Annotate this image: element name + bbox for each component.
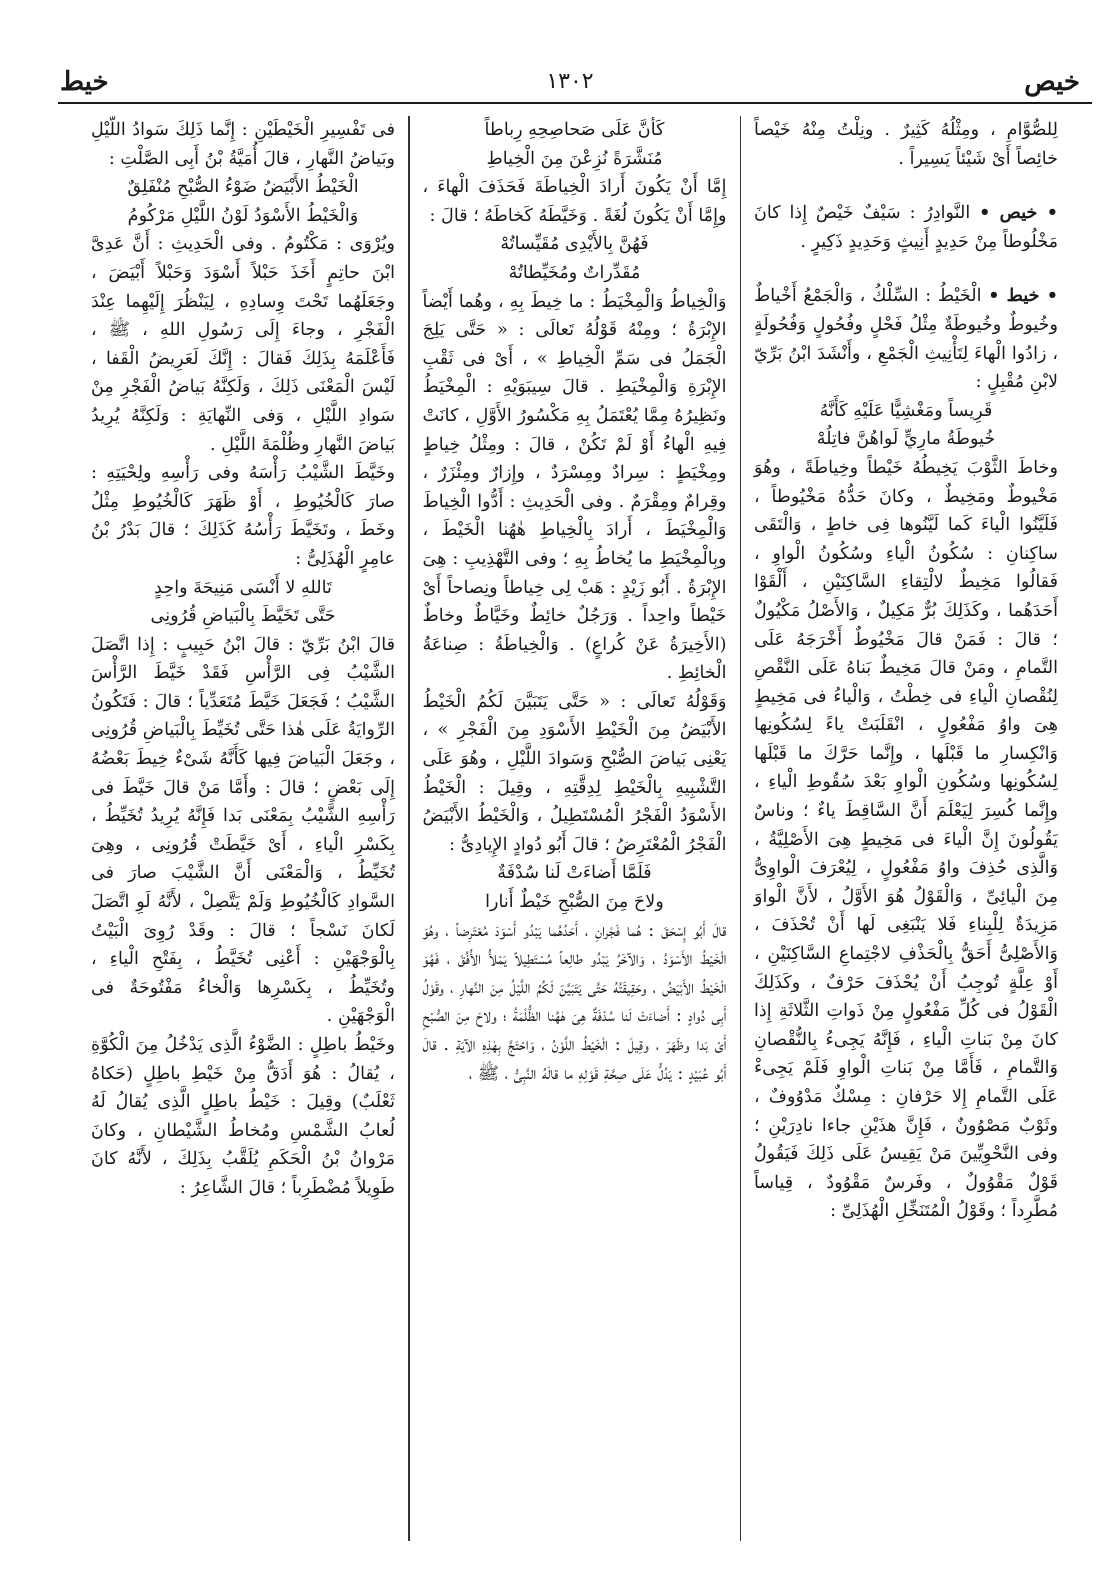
paragraph: وخَيَّطَ الشَّيْبُ رَأْسَهُ وفى رَأْسِهِ ولِحْيَتِهِ : صارَ كَالْخُيُوطِ ، أَوْ ظَهَرَ كَالْخُيُوطِ مِثْلُ وخَطَ ، وتَخَيَّطَ رَأْسُهُ كَذَلِكَ ؛ قالَ بَدْرُ بْنُ عامِرٍ الْهُذَلِىُّ : — [91, 463, 395, 569]
column-middle — [415, 116, 735, 1541]
entry-headword: • خيط • — [988, 285, 1059, 307]
paragraph: وَقَوْلُهُ تَعالَى : « حَتَّى يَتَبَيَّنَ لَكُمُ الْخَيْطُ الأَبْيَضُ مِنَ الْخَيْطِ الأَسْوَدِ مِنَ الْفَجْرِ » ، يَعْنِى بَياضَ الصُّبْحِ وَسَوادَ اللَّيْلِ ، وهُوَ عَلَى التَّشْبِيهِ بِالْخَيْطِ لِدِقَّتِهِ ، وقِيلَ : الْخَيْطُ الأَسْوَدُ الْفَجْرُ الْمُسْتَطِيلُ ، وَالْخَيْطُ الأَبْيَضُ الْفَجْرُ الْمُعْتَرِضُ ؛ قالَ أَبُو دُوادٍ الإِيادِىُّ : — [422, 691, 727, 855]
entry-khis — [754, 199, 1058, 256]
verse-line: فَلَمَّا أَضاءَتْ لَنا سُدْفَةٌ — [497, 863, 652, 884]
verse-line: قَرِيساً ومَغْشِيًّا عَلَيْهِ كَأَنَّهُ — [819, 400, 993, 421]
verse-line: خُيوطَةُ مارِيٍّ لَواهُنَّ فاتِلُهْ — [816, 429, 996, 450]
column-left — [83, 116, 403, 1541]
verse-line: حَتَّى تَخَيَّطَ بِالْبَياضِ قُرُونِى — [150, 606, 336, 627]
paragraph: وَالْخِياطُ وَالْمِخْيَطُ : ما خِيطَ بِهِ ، وهُما أَيْضاً الإِبْرَةُ ؛ ومِنْهُ قَوْلُهُ تَعالَى : « حَتَّى يَلِجَ الْجَمَلُ فى سَمِّ الْخِياطِ » ، أَىْ فى ثَقْبِ الإِبْرَةِ وَالْمِخْيَطِ . قالَ سِيبَوَيْهِ : الْمِخْيَطُ ونَظِيرُهُ مِمَّا يُعْتَمَلُ بِهِ مَكْسُورُ الأَوَّلِ ، كانَتْ فِيهِ الْهاءُ أَوْ لَمْ تَكُنْ ، قالَ : ومِثْلُ خِياطٍ ومِخْيَطٍ : سِرادٌ ومِسْرَدٌ ، وإِزارٌ ومِئْزَرٌ ، وقِرامٌ ومِقْرَمٌ . وفى الْحَدِيثِ : أَدُّوا الْخِياطَ وَالْمِخْيَطَ ، أَرادَ بِالْخِياطِ هٰهُنا الْخَيْطَ ، وبِالْمِخْيَطِ ما يُخاطُ بِهِ ؛ وفى التَّهْذِيبِ : هِىَ الإِبْرَةُ . أَبُو زَيْدٍ : هَبْ لِى خِياطاً ونِصاحاً أَىْ خَيْطاً واحِداً . وَرَجُلٌ خائِطٌ وخَيَّاطٌ وخاطٌ (الأَخِيرَةُ عَنْ كُراعٍ) . وَالْخِياطَةُ : صِناعَةُ الْخائِطِ . — [422, 291, 727, 684]
paragraph: قالَ أَبُو إِسْحَقَ : هُما فَجْرانِ ، أَحَدُهُما يَبْدُو أَسْوَدَ مُعْتَرِضاً ، وهُوَ الْخَيْطُ الأَسْوَدُ ، وَالآخَرُ يَبْدُو طالِعاً مُسْتَطِيلاً يَمْلأُ الأُفُقَ ، فَهُوَ الْخَيْطُ الأَبْيَضُ ، وحَقِيقَتُهُ حَتَّى يَتَبَيَّنَ لَكُمُ اللَّيْلُ مِنَ النَّهارِ ، وقَوْلُ أَبِى دُوادٍ : أَضاءَتْ لَنا سُدْفَةٌ هِىَ هٰهُنا الظُّلْمَةُ ؛ ولاحَ مِنَ الصُّبْحِ أَىْ بَدا وظَهَرَ ، وقِيلَ : الْخَيْطُ اللَّوْنُ ، وَاحْتَجَّ بِهٰذِهِ الآيَةِ . قالَ أَبُو عُبَيْدٍ : يَدُلُّ عَلَى صِحَّةِ قَوْلِهِ ما قالَهُ النَّبِىُّ ، ﷺ ، — [422, 920, 727, 1084]
verse-line: فَهُنَّ بِالأَيْدِى مُقَيِّساتُهْ — [500, 234, 649, 255]
verse-line: وَالْخَيْطُ الأَسْوَدُ لَوْنُ اللَّيْلِ مَرْكُومُ — [127, 205, 359, 226]
verse-line: مُقَدِّراتٌ ومُخَيِّطاتُهْ — [508, 262, 641, 283]
page-number: ١٣٠٢ — [546, 69, 594, 94]
entry-headword: • خيص • — [979, 202, 1059, 224]
text-columns — [66, 116, 1066, 1541]
entry-khayt — [754, 282, 1058, 396]
paragraph: إِمَّا أَنْ يَكُونَ أَرادَ الْخِياطَةَ فَحَذَفَ الْهاءَ ، وإِمَّا أَنْ يَكُونَ لُغَةً . وَخَيَّطَهُ كَخاطَهُ ؛ قالَ : — [422, 177, 727, 226]
column-divider — [740, 116, 742, 1541]
verse-line: ولاحَ مِنَ الصُّبْحِ خَيْطٌ أَنارا — [485, 892, 664, 913]
header-keyword-left: خيط — [60, 67, 109, 97]
paragraph: لِلصُّوَّامِ ، ومِثْلُهُ كَثِيرٌ . ونِلْتُ مِنْهُ خَيْصاً خائِصاً أَىْ شَيْئاً يَسِيراً . — [754, 120, 1058, 169]
verse-line: الْخَيْطُ الأَبْيَضُ ضَوْءُ الصُّبْحِ مُنْفَلِقٌ — [127, 177, 359, 198]
column-divider — [408, 116, 410, 1541]
verse-line: تَاللهِ لا أَنْسَى مَنِيحَةَ واحِدٍ — [154, 577, 332, 598]
paragraph: وخاطَ الثَّوْبَ يَخِيطُهُ خَيْطاً وخِياطَةً ، وهُوَ مَخْيوطٌ ومَخِيطٌ ، وكانَ حَدُّهُ مَخْيُوطاً ، فَلَيَّنُوا الْياءَ كَما لَيَّنُوها فِى خاطٍ ، وَالْتَقَى ساكِنانِ : سُكُونُ الْياءِ وسُكُونُ الْواوِ ، فَقالُوا مَخِيطٌ لالْتِقاءِ السَّاكِنَيْنِ ، أَلْقَوْا أَحَدَهُما ، وكَذَلِكَ بُرٌّ مَكِيلٌ ، وَالأَصْلُ مَكْيُولٌ ؛ قالَ : فَمَنْ قالَ مَخْيُوطٌ أَخْرَجَهُ عَلَى التَّمامِ ، ومَنْ قالَ مَخِيطٌ بَناهُ عَلَى النَّقْصِ لِنُقْصانِ الْياءِ فى خِطْتُ ، وَالْياءُ فى مَخِيطٍ هِىَ واوُ مَفْعُولٍ ، انْقَلَبَتْ ياءً لِسُكُونِها وَانْكِسارِ ما قَبْلَها ، وإِنَّما حَرَّكَ ما قَبْلَها لِسُكُونِها وسُكُونِ الْواوِ بَعْدَ سُقُوطِ الْياءِ ، وإِنَّما كُسِرَ لِيَعْلَمَ أَنَّ السَّاقِطَ ياءٌ ؛ وناسٌ يَقُولُونَ إِنَّ الْياءَ فى مَخِيطٍ هِىَ الأَصْلِيَّةُ ، وَالَّذِى حُذِفَ واوُ مَفْعُولٍ ، لِيُعْرَفَ الْواوِىُّ مِنَ الْيائِىِّ ، وَالْقَوْلُ هُوَ الأَوَّلُ ، لأَنَّ الْواوَ مَزِيدَةٌ لِلْبِناءِ فَلا يَنْبَغِى لَها أَنْ تُحْذَفَ ، وَالأَصْلِىُّ أَحَقُّ بِالْحَذْفِ لاجْتِماعِ السَّاكِنَيْنِ ، أَوْ عِلَّةٍ تُوجِبُ أَنْ يُحْذَفَ حَرْفٌ ، وكَذَلِكَ الْقَوْلُ فى كُلِّ مَفْعُولٍ مِنْ ذَواتِ الثَّلاثَةِ إِذا كانَ مِنْ بَناتِ الْياءِ ، فَإِنَّهُ يَجِىءُ بِالنُّقْصانِ وَالتَّمامِ ، فَأَمَّا مِنْ بَناتِ الْواوِ فَلَمْ يَجِىءْ عَلَى التَّمامِ إِلا حَرْفانِ : مِسْكٌ مَدْوُوفٌ ، وثَوْبٌ مَصْوُونٌ ، فَإِنَّ هذَيْنِ جاءا نادِرَيْنِ ؛ وفى النَّحْوِيِّينَ مَنْ يَقِيسُ عَلَى ذَلِكَ فَيَقُولُ قَوْلٌ مَقْوُولٌ ، وفَرسٌ مَقْوُودٌ ، قِياساً مُطَّرِداً ؛ وقَوْلُ الْمُتَنَخِّلِ الْهُذَلِىِّ : — [754, 457, 1058, 1222]
page-header — [60, 66, 1080, 106]
paragraph: فى تَفْسِيرِ الْخَيْطَيْنِ : إِنَّما ذَلِكَ سَوادُ اللَّيْلِ وبَياضُ النَّهارِ ، قالَ أُمَيَّةُ بْنُ أَبِى الصَّلْتِ : — [91, 120, 395, 169]
paragraph: وخَيْطُ باطِلٍ : الضَّوْءُ الَّذِى يَدْخُلُ مِنَ الْكُوَّةِ ، يُقالُ : هُوَ أَدَقُّ مِنْ خَيْطِ باطِلٍ (حَكاهُ ثَعْلَبٌ) وقِيلَ : خَيْطُ باطِلٍ الَّذِى يُقالُ لَهُ لُعابُ الشَّمْسِ ومُخاطُ الشَّيْطانِ ، وكانَ مَرْوانُ بْنُ الْحَكَمِ يُلَقَّبُ بِذَلِكَ ، لأَنَّهُ كانَ طَوِيلاً مُضْطَرِباً ؛ قالَ الشَّاعِرُ : — [91, 1035, 395, 1198]
header-keyword-right: خيص — [1024, 67, 1080, 97]
entry-text: الْخَيْطُ : السِّلْكُ ، وَالْجَمْعُ أَخْياطٌ وخُيوطٌ وخُيوطَةٌ مِثْلُ فَحْلٍ وفُحُولٍ وَفُحُولَةٍ ، زادُوا الْهاءَ لِتَأْنِيثِ الْجَمْعِ ، وأَنْشَدَ ابْنُ بَرِّيّ لابْنِ مُقْبِلٍ : — [754, 286, 1058, 393]
verse-line: كَأَنَّ عَلَى صَحاصِحِهِ رِباطاً — [484, 120, 665, 140]
column-right — [746, 116, 1066, 1541]
entry-text: النَّوادِرُ : سَيْفٌ خَيْصٌ إِذا كانَ مَخْلُوطاً مِنْ حَدِيدٍ أَنِيثٍ وَحَدِيدٍ ذَكِيرٍ . — [754, 203, 1058, 252]
paragraph: قالَ ابْنُ بَرِّيّ : قالَ ابْنُ حَبِيبٍ : إِذا اتَّصَلَ الشَّيْبُ فِى الرَّأْسِ فَقَدْ خَيَّطَ الرَّأْسَ الشَّيْبُ ؛ فَجَعَلَ خَيَّطَ مُتَعَدِّياً ؛ قالَ : فَتَكُونُ الرِّوايَةُ عَلَى هٰذا حَتَّى تُخَيِّطَ بِالْبَياضِ قُرُونِى ، وجَعَلَ الْبَياضَ فِيها كَأَنَّهُ شَىْءٌ خِيطَ بَعْضُهُ إِلَى بَعْضٍ ؛ قالَ : وأَمَّا مَنْ قالَ خَيَّطَ فى رَأْسِهِ الشَّيْبُ بِمَعْنَى بَدا فَإِنَّهُ يُرِيدُ تُخَيِّطُ ، بِكَسْرِ الْياءِ ، أَىْ خَيَّطَتْ قُرُونِى ، وهِىَ تُخَيِّطُ ، وَالْمَعْنَى أَنَّ الشَّيْبَ صارَ فى السَّوادِ كَالْخُيُوطِ وَلَمْ يَتَّصِلْ ، لأَنَّهُ لَوِ اتَّصَلَ لَكانَ نَسْجاً ؛ قالَ : وقَدْ رُوِىَ الْبَيْتُ بِالْوَجْهَيْنِ : أَعْنِى تُخَيَّطُ ، بِفَتْحِ الْياءِ ، وتُخَيِّطُ ، بِكَسْرِها وَالْخاءُ مَفْتُوحَةٌ فى الْوَجْهَيْنِ . — [91, 634, 395, 1027]
verse-line: مُنَشَّرَةً نُزِعْنَ مِنَ الْخِياطِ — [486, 148, 663, 169]
header-rule — [58, 102, 1092, 104]
paragraph: ويُرْوَى : مَكْتُومُ . وفى الْحَدِيثِ : أَنَّ عَدِىَّ ابْنَ حاتِمٍ أَخَذَ حَبْلاً أَسْوَدَ وَحَبْلاً أَبْيَضَ ، وجَعَلَهُما تَحْتَ وِسادِهِ ، لِيَنْظُرَ إِلَيْهِما عِنْدَ الْفَجْرِ ، وجاءَ إِلَى رَسُولِ اللهِ ، ﷺ ، فَأَعْلَمَهُ بِذَلِكَ فَقالَ : إِنَّكَ لَعَرِيضُ الْقَفا ، لَيْسَ الْمَعْنَى ذَلِكَ ، وَلَكِنَّهُ بَياضُ الْفَجْرِ مِنْ سَوادِ اللَّيْلِ ، وَفى النِّهايَةِ : وَلَكِنَّهُ يُرِيدُ بَياضَ النَّهارِ وظُلْمَةَ اللَّيْلِ . — [91, 234, 395, 455]
